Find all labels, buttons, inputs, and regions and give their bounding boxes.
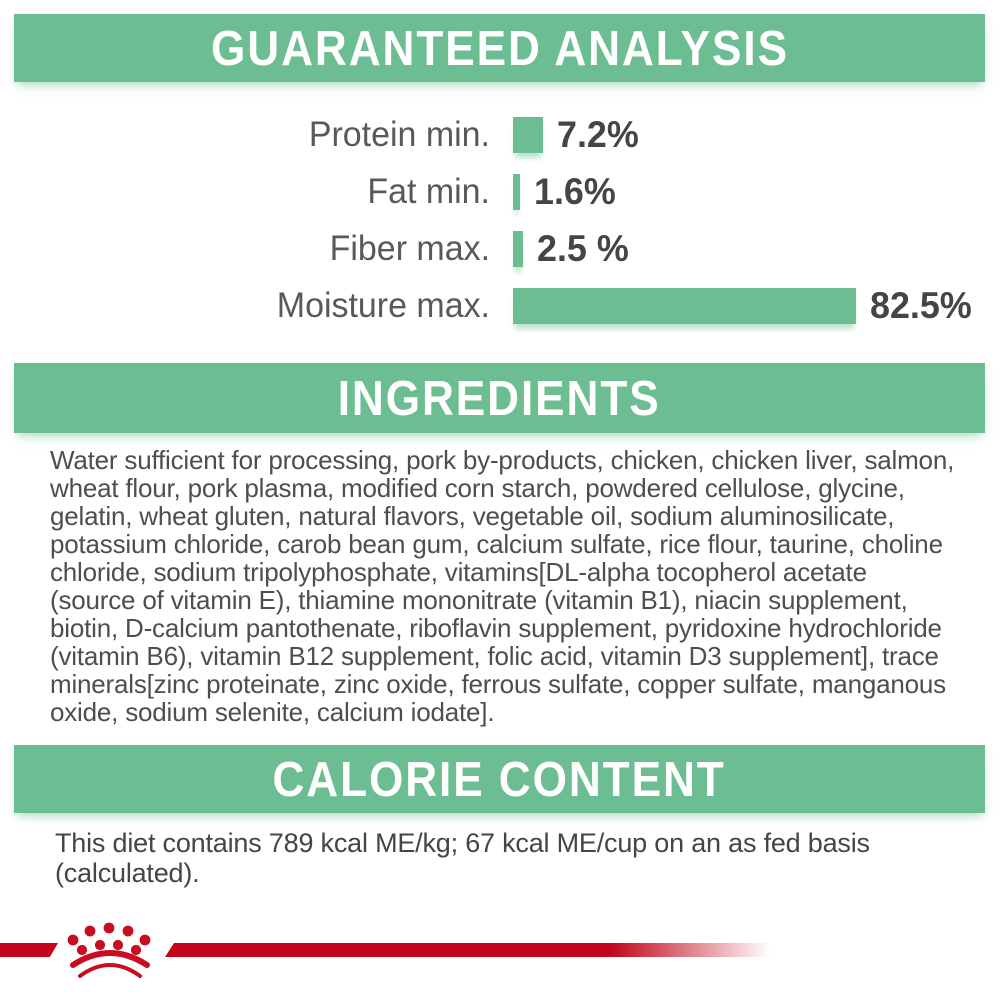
ingredients-header bbox=[14, 363, 985, 433]
fat-bar bbox=[513, 174, 520, 210]
fat-label: Fat min. bbox=[367, 172, 490, 211]
analysis-row-fat bbox=[0, 171, 618, 212]
analysis-row-moisture bbox=[0, 285, 975, 326]
analysis-row-fiber bbox=[0, 228, 632, 269]
protein-value: 7.2% bbox=[556, 114, 639, 155]
royal-canin-crown-icon bbox=[55, 915, 165, 985]
fiber-value: 2.5 % bbox=[537, 228, 630, 269]
guaranteed-analysis-header bbox=[14, 14, 985, 82]
brand-stripe-left bbox=[0, 943, 58, 957]
moisture-value: 82.5% bbox=[870, 285, 972, 326]
brand-stripe-right bbox=[165, 943, 783, 957]
moisture-bar bbox=[513, 288, 856, 324]
protein-label: Protein min. bbox=[308, 115, 490, 154]
ingredients-title: INGREDIENTS bbox=[338, 370, 661, 426]
ingredients-text: Water sufficient for processing, pork by-products, chicken, chicken liver, salmon, wheat flour, pork plasma, modified corn starch, powdered cellulose, glycine, gelatin, wheat gluten, natural flavors, vegetable oil, sodium aluminosilicate, potassium chloride, carob bean gum, calcium sulfate, rice flour, taurine, choline chloride, sodium tripolyphosphate, vitamins[DL-alpha tocopherol acetate (source of vitamin E), thiamine mononitrate (vitamin B1), niacin supplement, biotin, D-calcium pantothenate, riboflavin supplement, pyridoxine hydrochloride (vitamin B6), vitamin B12 supplement, folic acid, vitamin D3 supplement], trace minerals[zinc proteinate, zinc oxide, ferrous sulfate, copper sulfate, manganous oxide, sodium selenite, calcium iodate]. bbox=[50, 445, 955, 727]
protein-bar bbox=[513, 117, 543, 153]
fiber-bar bbox=[513, 231, 523, 267]
guaranteed-analysis-title: GUARANTEED ANALYSIS bbox=[210, 20, 789, 76]
calorie-content-text: This diet contains 789 kcal ME/kg; 67 kcal ME/cup on an as fed basis (calculated). bbox=[55, 828, 870, 888]
calorie-content-header bbox=[14, 745, 985, 813]
fat-value: 1.6% bbox=[533, 171, 616, 212]
fiber-label: Fiber max. bbox=[329, 229, 490, 268]
moisture-label: Moisture max. bbox=[276, 286, 490, 325]
calorie-content-title: CALORIE CONTENT bbox=[272, 751, 727, 807]
analysis-row-protein bbox=[0, 114, 641, 155]
